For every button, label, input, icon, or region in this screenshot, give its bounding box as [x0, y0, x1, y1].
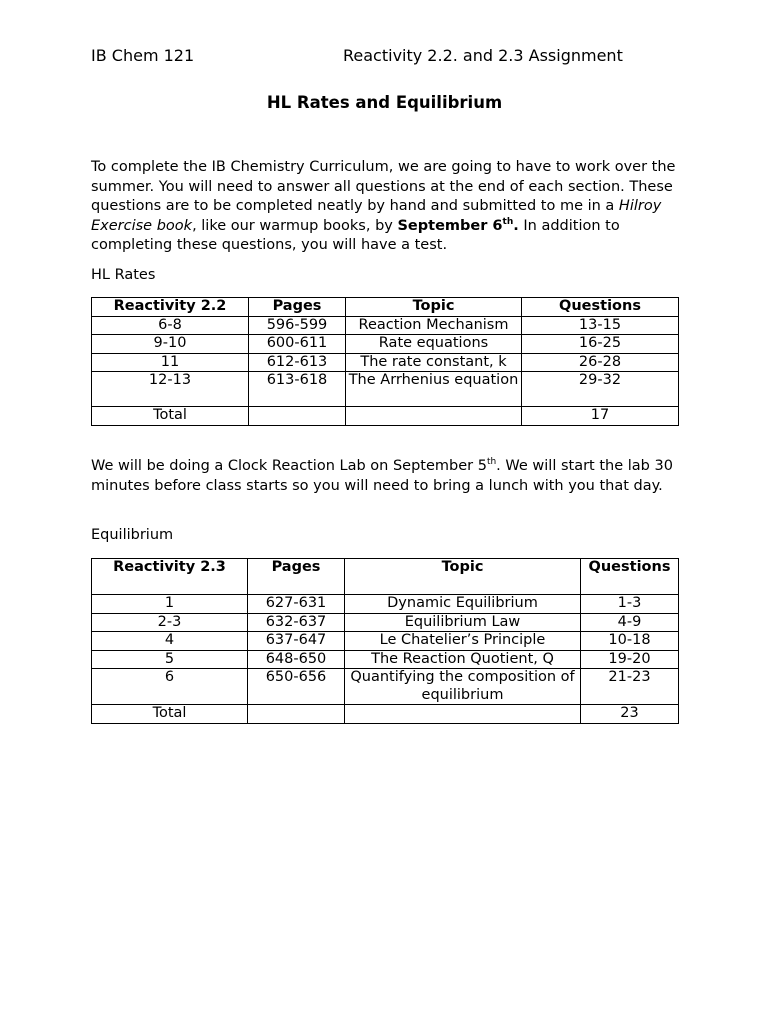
column-header: Topic	[346, 298, 522, 317]
table-cell: 1	[92, 595, 248, 614]
equilibrium-label: Equilibrium	[91, 527, 174, 543]
equilibrium-table	[91, 558, 679, 724]
table-cell: Le Chatelier’s Principle	[345, 632, 581, 651]
lab-text-1: We will be doing a Clock Reaction Lab on September 5	[91, 458, 487, 474]
course-name: IB Chem 121	[91, 46, 195, 65]
table-cell: The rate constant, k	[346, 353, 522, 372]
column-header: Reactivity 2.3	[92, 559, 248, 595]
table-cell: 17	[522, 407, 679, 426]
rates-table	[91, 297, 679, 426]
table-cell: 600-611	[249, 335, 346, 354]
table-row	[92, 650, 679, 669]
table-cell: Rate equations	[346, 335, 522, 354]
table-cell: 16-25	[522, 335, 679, 354]
rates-label: HL Rates	[91, 267, 156, 283]
table-cell: 11	[92, 353, 249, 372]
total-row	[92, 407, 679, 426]
intro-text-2: , like our warmup books, by	[192, 217, 398, 234]
table-row	[92, 632, 679, 651]
table-cell: 4-9	[581, 613, 679, 632]
table-row	[92, 595, 679, 614]
table-cell: 6-8	[92, 316, 249, 335]
table-cell: 13-15	[522, 316, 679, 335]
table-row	[92, 613, 679, 632]
table-cell: 612-613	[249, 353, 346, 372]
table-cell	[249, 407, 346, 426]
column-header: Topic	[345, 559, 581, 595]
table-cell: 26-28	[522, 353, 679, 372]
table-cell: 613-618	[249, 372, 346, 407]
lab-paragraph	[91, 456, 691, 496]
table-cell: Dynamic Equilibrium	[345, 595, 581, 614]
lab-text-2: . We will start the lab 30 minutes before class starts so you will need to bring a lunch with you that day.	[91, 458, 673, 494]
table-cell: 21-23	[581, 669, 679, 705]
table-cell: The Arrhenius equation	[346, 372, 522, 407]
table-cell: Equilibrium Law	[345, 613, 581, 632]
book-name: Hilroy Exercise book	[91, 198, 662, 234]
column-header: Pages	[248, 559, 345, 595]
table-cell: 6	[92, 669, 248, 705]
table-cell: 637-647	[248, 632, 345, 651]
table-cell	[248, 705, 345, 724]
table-cell: The Reaction Quotient, Q	[345, 650, 581, 669]
table-cell: 648-650	[248, 650, 345, 669]
table-cell: Quantifying the composition of equilibrium	[345, 669, 581, 705]
table-row	[92, 669, 679, 705]
table-cell: 4	[92, 632, 248, 651]
table-cell: Total	[92, 705, 248, 724]
table-cell: Reaction Mechanism	[346, 316, 522, 335]
column-header: Pages	[249, 298, 346, 317]
table-cell: 19-20	[581, 650, 679, 669]
table-cell: 12-13	[92, 372, 249, 407]
table-cell: 29-32	[522, 372, 679, 407]
table-cell: 23	[581, 705, 679, 724]
table-cell	[346, 407, 522, 426]
column-header: Reactivity 2.2	[92, 298, 249, 317]
table-cell: 9-10	[92, 335, 249, 354]
equilibrium-header-row	[92, 559, 679, 595]
intro-text-3: In addition to completing these questions, you will have a test.	[91, 217, 620, 253]
page-header	[91, 46, 678, 68]
table-row	[92, 335, 679, 354]
assignment-name: Reactivity 2.2. and 2.3 Assignment	[343, 46, 623, 65]
rates-header-row	[92, 298, 679, 317]
table-row	[92, 353, 679, 372]
due-date: September 6th.	[397, 216, 519, 234]
intro-text-1: To complete the IB Chemistry Curriculum, we are going to have to work over the summer. You will need to answer all questions at the end of each section. These questions are to be completed neatly by hand and submitted to me in a	[91, 159, 676, 214]
table-cell: 5	[92, 650, 248, 669]
table-cell: Total	[92, 407, 249, 426]
table-cell: 650-656	[248, 669, 345, 705]
table-cell	[345, 705, 581, 724]
page-title: HL Rates and Equilibrium	[266, 93, 503, 112]
table-cell: 10-18	[581, 632, 679, 651]
table-cell: 596-599	[249, 316, 346, 335]
intro-paragraph	[91, 158, 681, 256]
total-row	[92, 705, 679, 724]
table-row	[92, 316, 679, 335]
table-cell: 2-3	[92, 613, 248, 632]
lab-date-suffix: th	[486, 457, 497, 468]
table-cell: 1-3	[581, 595, 679, 614]
table-row	[92, 372, 679, 407]
table-cell: 627-631	[248, 595, 345, 614]
table-cell: 632-637	[248, 613, 345, 632]
column-header: Questions	[581, 559, 679, 595]
column-header: Questions	[522, 298, 679, 317]
